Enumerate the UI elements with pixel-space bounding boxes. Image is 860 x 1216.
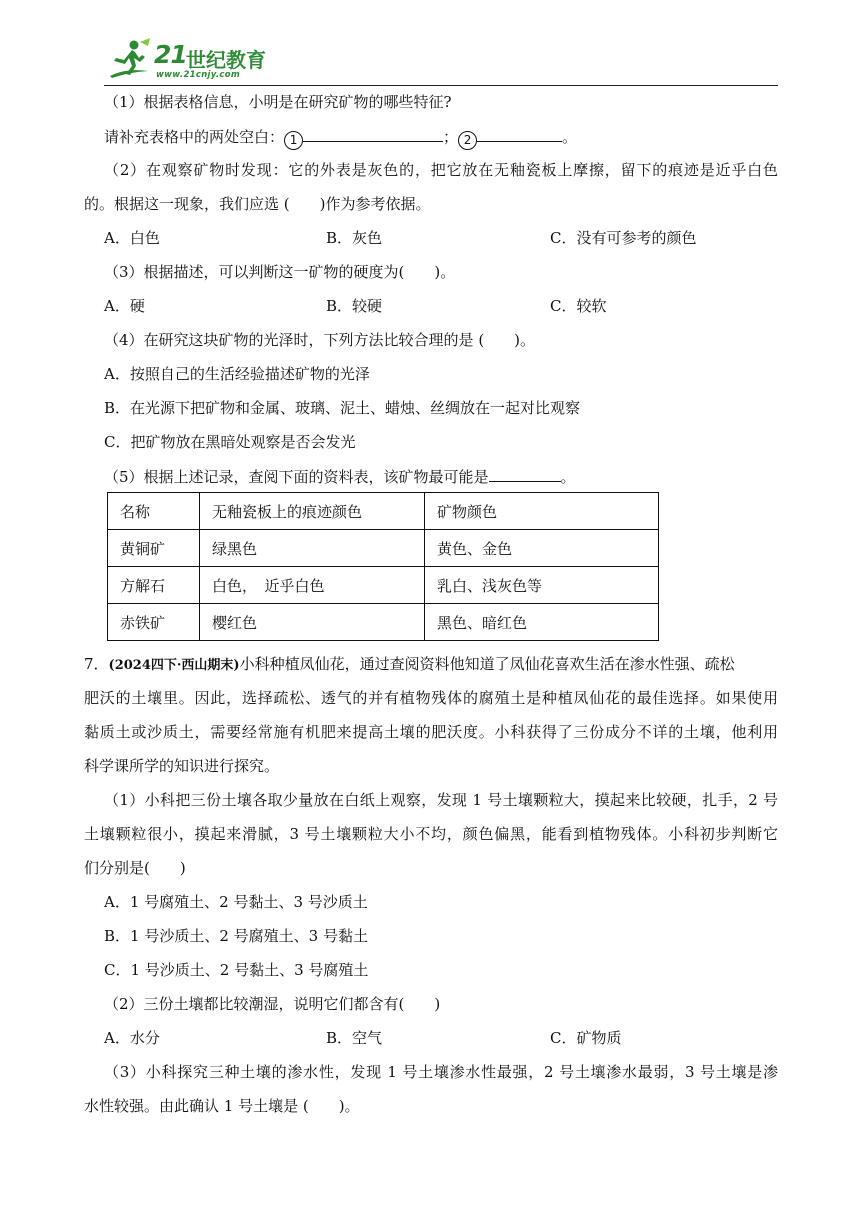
q7-part1-line2: 土壤颗粒很小，摸起来滑腻，3 号土壤颗粒大小不均，颜色偏黑，能看到植物残体。小科初步判断它 bbox=[84, 825, 778, 843]
site-logo bbox=[104, 38, 274, 84]
q7-intro-line2: 肥沃的土壤里。因此，选择疏松、透气的并有植物残体的腐殖土是种植凤仙花的最佳选择。如果使用 bbox=[84, 689, 778, 707]
q7-part3-line1: （3）小科探究三种土壤的渗水性，发现 1 号土壤渗水性最强，2 号土壤渗水最弱，3 号土壤是渗 bbox=[104, 1063, 778, 1081]
q6-part5 bbox=[104, 466, 576, 487]
answer-blank-2[interactable] bbox=[477, 126, 562, 142]
q7-p1-option-b[interactable]: B．1 号沙质土、2 号腐殖土、3 号黏土 bbox=[104, 927, 368, 945]
page-header bbox=[0, 0, 860, 88]
q6-part3: （3）根据描述，可以判断这一矿物的硬度为( )。 bbox=[104, 263, 456, 281]
table-cell: 白色， 近乎白色 bbox=[200, 567, 425, 604]
fill-end: 。 bbox=[562, 128, 578, 146]
q7-part3-line2: 水性较强。由此确认 1 号土壤是 ( )。 bbox=[84, 1097, 360, 1115]
q6-p3-option-a[interactable]: A．硬 bbox=[104, 297, 145, 315]
q7-p2-option-b[interactable]: B．空气 bbox=[326, 1029, 383, 1047]
q7-intro-line4: 科学课所学的知识进行探究。 bbox=[84, 757, 280, 775]
q7-p1-option-c[interactable]: C．1 号沙质土、2 号黏土、3 号腐殖土 bbox=[104, 961, 369, 979]
table-cell: 樱红色 bbox=[200, 604, 425, 641]
q7-intro-text: 小科种植凤仙花，通过查阅资料他知道了凤仙花喜欢生活在渗水性强、疏松 bbox=[239, 655, 735, 673]
q6-p3-option-b[interactable]: B．较硬 bbox=[326, 297, 383, 315]
table-cell: 乳白、浅灰色等 bbox=[425, 567, 659, 604]
q6-part2-line1: （2）在观察矿物时发现：它的外表是灰色的，把它放在无釉瓷板上摩擦，留下的痕迹是近乎白色 bbox=[104, 161, 778, 179]
q6-p2-option-a[interactable]: A．白色 bbox=[104, 229, 160, 247]
q7-p1-option-a[interactable]: A．1 号腐殖土、2 号黏土、3 号沙质土 bbox=[104, 893, 368, 911]
q6-part1: （1）根据表格信息，小明是在研究矿物的哪些特征? bbox=[104, 93, 452, 111]
circled-number-1: 1 bbox=[284, 131, 303, 150]
table-header-cell: 矿物颜色 bbox=[425, 493, 659, 530]
answer-blank-3[interactable] bbox=[489, 466, 561, 482]
q7-p2-option-a[interactable]: A．水分 bbox=[104, 1029, 160, 1047]
table-row bbox=[108, 604, 659, 641]
logo-number: 21 bbox=[154, 40, 187, 69]
header-divider bbox=[104, 85, 778, 86]
table-row bbox=[108, 530, 659, 567]
q6-p4-option-c[interactable]: C．把矿物放在黑暗处观察是否会发光 bbox=[104, 433, 356, 451]
table-header-cell: 名称 bbox=[108, 493, 200, 530]
q6-p3-option-c[interactable]: C．较软 bbox=[550, 297, 607, 315]
table-cell: 黄色、金色 bbox=[425, 530, 659, 567]
runner-icon bbox=[104, 38, 154, 80]
q7-intro-line1 bbox=[84, 654, 735, 676]
q6-p4-option-a[interactable]: A．按照自己的生活经验描述矿物的光泽 bbox=[104, 365, 370, 383]
q6-part2-line2: 的。根据这一现象，我们应选 ( )作为参考依据。 bbox=[84, 195, 431, 213]
q7-source: (2024四下·西山期末) bbox=[108, 658, 240, 673]
fill-prefix: 请补充表格中的两处空白： bbox=[104, 128, 285, 146]
q6-part5-text: （5）根据上述记录，查阅下面的资料表，该矿物最可能是 bbox=[104, 468, 489, 486]
table-header-cell: 无釉瓷板上的痕迹颜色 bbox=[200, 493, 425, 530]
table-cell: 绿黑色 bbox=[200, 530, 425, 567]
mineral-reference-table bbox=[107, 492, 659, 641]
q7-part1-line1: （1）小科把三份土壤各取少量放在白纸上观察，发现 1 号土壤颗粒大，摸起来比较硬，扎手，2 号 bbox=[104, 791, 778, 809]
q6-p2-option-c[interactable]: C．没有可参考的颜色 bbox=[550, 229, 697, 247]
table-cell: 黑色、暗红色 bbox=[425, 604, 659, 641]
table-cell: 方解石 bbox=[108, 567, 200, 604]
q7-intro-line3: 黏质土或沙质土，需要经常施有机肥来提高土壤的肥沃度。小科获得了三份成分不详的土壤，他利用 bbox=[84, 723, 778, 741]
q6-p2-option-b[interactable]: B．灰色 bbox=[326, 229, 383, 247]
logo-text: 世纪教育 bbox=[186, 48, 266, 72]
answer-blank-1[interactable] bbox=[303, 126, 443, 142]
q7-number: 7． bbox=[84, 655, 109, 673]
q6-part1-fill bbox=[104, 126, 577, 150]
table-cell: 赤铁矿 bbox=[108, 604, 200, 641]
table-header-row bbox=[108, 493, 659, 530]
q7-part1-line3: 们分别是( ) bbox=[84, 859, 186, 877]
logo-url: www.21cnjy.com bbox=[156, 70, 240, 80]
table-row bbox=[108, 567, 659, 604]
fill-separator: ； bbox=[443, 128, 459, 146]
circled-number-2: 2 bbox=[458, 131, 477, 150]
q6-part5-end: 。 bbox=[560, 468, 576, 486]
q7-p2-option-c[interactable]: C．矿物质 bbox=[550, 1029, 622, 1047]
q7-part2: （2）三份土壤都比较潮湿，说明它们都含有( ) bbox=[104, 995, 441, 1013]
table-cell: 黄铜矿 bbox=[108, 530, 200, 567]
q6-part4: （4）在研究这块矿物的光泽时，下列方法比较合理的是 ( )。 bbox=[104, 331, 536, 349]
q6-p4-option-b[interactable]: B．在光源下把矿物和金属、玻璃、泥土、蜡烛、丝绸放在一起对比观察 bbox=[104, 399, 581, 417]
